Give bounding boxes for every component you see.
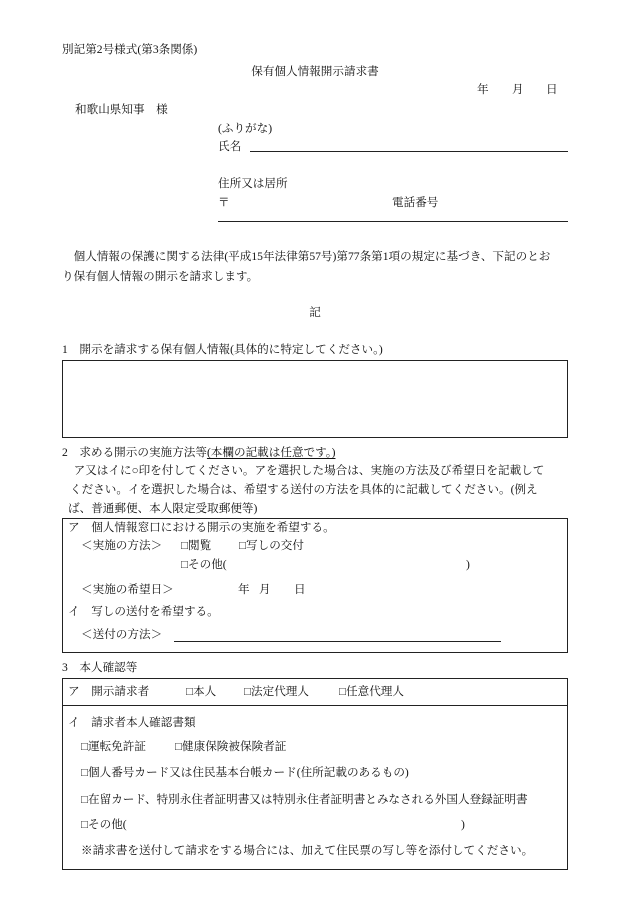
option-label: 健康保険被保険者証 <box>182 740 287 753</box>
method-option-copy[interactable] <box>239 540 304 552</box>
option-label: 運転免許証 <box>88 740 146 753</box>
checkbox-icon[interactable]: □ <box>175 740 183 753</box>
ki-heading: 記 <box>309 306 321 319</box>
month-label: 月 <box>259 583 271 596</box>
preferred-date-label: ＜実施の希望日＞ <box>81 583 174 596</box>
requester-label: ア 開示請求者 <box>68 685 150 698</box>
option-a-window-disclosure[interactable]: ア 個人情報窓口における開示の実施を希望する。 <box>68 521 335 534</box>
submission-date-field[interactable] <box>462 82 562 98</box>
phone-input[interactable] <box>444 194 568 210</box>
section2-optional-note: (本欄の記載は任意です。) <box>206 446 336 459</box>
closing-paren: ) <box>466 558 470 571</box>
instruction-line: ア又はイに○印を付してください。アを選択した場合は、実施の方法及び希望日を記載して <box>62 464 545 477</box>
option-label: その他( <box>188 558 227 571</box>
name-label: 氏名 <box>218 140 242 153</box>
option-label: 在留カード、特別永住者証明書又は特別永住者証明書とみなされる外国人登録証明書 <box>88 793 528 806</box>
checkbox-icon[interactable]: □ <box>81 818 89 831</box>
requester-option-self[interactable] <box>186 686 216 698</box>
form-number: 別記第2号様式(第3条関係) <box>62 43 198 56</box>
checkbox-icon[interactable]: □ <box>81 766 89 779</box>
intro-line: 個人情報の保護に関する法律(平成15年法律第57号)第77条第1項の規定に基づき、下記のとお <box>62 250 551 263</box>
method-option-other[interactable] <box>181 559 227 571</box>
instruction-line: ば、普通郵便、本人限定受取郵便等) <box>68 502 258 515</box>
section2-heading <box>62 447 335 459</box>
section2-instructions <box>62 461 568 518</box>
requested-info-textarea[interactable] <box>62 360 568 438</box>
section1-heading: 1 開示を請求する保有個人情報(具体的に特定してください。) <box>62 343 383 356</box>
instruction-line: ください。イを選択した場合は、希望する送付の方法を具体的に記載してください。(例え <box>70 483 538 496</box>
send-method-input[interactable] <box>174 627 501 642</box>
option-label: 任意代理人 <box>346 685 404 698</box>
checkbox-icon[interactable]: □ <box>244 685 252 698</box>
send-method-label: ＜送付の方法＞ <box>81 628 163 641</box>
option-b-send-copy[interactable]: イ 写しの送付を希望する。 <box>68 605 219 618</box>
closing-paren: ) <box>461 818 465 831</box>
preferred-date-field[interactable] <box>213 581 313 597</box>
doc-other-input[interactable] <box>143 816 459 832</box>
checkbox-icon[interactable]: □ <box>181 539 189 552</box>
intro-line: り保有個人情報の開示を請求します。 <box>62 270 259 283</box>
furigana-label: (ふりがな) <box>218 122 273 135</box>
addressee: 和歌山県知事 様 <box>75 103 168 116</box>
form-title: 保有個人情報開示請求書 <box>251 65 379 78</box>
address-line <box>218 192 568 222</box>
year-label: 年 <box>477 83 489 96</box>
row-divider <box>63 705 567 706</box>
day-label: 日 <box>546 83 558 96</box>
intro-paragraph <box>62 247 568 287</box>
address-input[interactable] <box>218 209 568 221</box>
mail-request-note: ※請求書を送付して請求をする場合には、加えて住民票の写し等を添付してください。 <box>81 844 534 857</box>
postal-mark: 〒 <box>218 196 230 209</box>
option-label: 写しの交付 <box>246 539 304 552</box>
option-label: 閲覧 <box>188 539 212 552</box>
option-label: 法定代理人 <box>251 685 309 698</box>
section2-heading-text: 2 求める開示の実施方法等 <box>62 446 207 459</box>
documents-label: イ 請求者本人確認書類 <box>68 716 196 729</box>
option-label: その他( <box>88 818 127 831</box>
checkbox-icon[interactable]: □ <box>186 685 194 698</box>
method-label: ＜実施の方法＞ <box>81 539 163 552</box>
postal-code-input[interactable] <box>232 194 382 210</box>
checkbox-icon[interactable]: □ <box>239 539 247 552</box>
furigana-input[interactable] <box>280 121 568 135</box>
month-label: 月 <box>512 83 524 96</box>
doc-option-drivers-license[interactable] <box>81 741 146 753</box>
section3-heading: 3 本人確認等 <box>62 661 138 674</box>
method-option-view[interactable] <box>181 540 211 552</box>
identity-verification-box <box>62 678 568 870</box>
requester-option-legal-agent[interactable] <box>244 686 309 698</box>
checkbox-icon[interactable]: □ <box>81 740 89 753</box>
requester-option-voluntary-agent[interactable] <box>339 686 404 698</box>
doc-option-health-insurance[interactable] <box>175 741 286 753</box>
checkbox-icon[interactable]: □ <box>81 793 89 806</box>
doc-option-my-number-card[interactable] <box>81 767 409 779</box>
method-other-input[interactable] <box>243 556 463 572</box>
disclosure-method-box <box>62 518 568 653</box>
doc-option-residence-card[interactable] <box>81 794 528 806</box>
phone-label: 電話番号 <box>392 196 439 209</box>
checkbox-icon[interactable]: □ <box>339 685 347 698</box>
option-label: 個人番号カード又は住民基本台帳カード(住所記載のあるもの) <box>88 766 409 779</box>
day-label: 日 <box>294 583 306 596</box>
checkbox-icon[interactable]: □ <box>181 558 189 571</box>
option-label: 本人 <box>193 685 217 698</box>
year-label: 年 <box>238 583 250 596</box>
address-label: 住所又は居所 <box>218 177 288 190</box>
doc-option-other[interactable] <box>81 819 127 831</box>
name-input[interactable] <box>250 136 568 152</box>
